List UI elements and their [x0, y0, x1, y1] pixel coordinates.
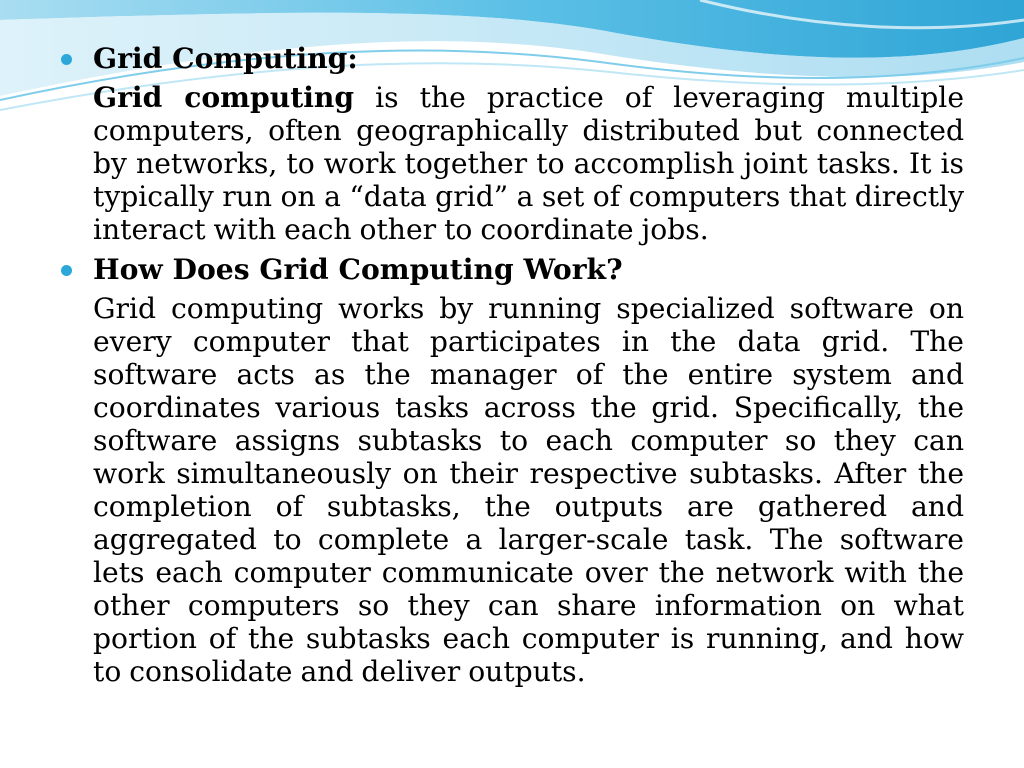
slide-content: [60, 42, 964, 688]
section-heading: [60, 253, 964, 286]
bullet-dot-icon: [61, 54, 72, 65]
heading-text: Grid Computing:: [93, 42, 358, 75]
explanation-paragraph: Grid computing works by running specialized software on every computer that participates in the data grid. The software acts as the manager of the entire system and coordinates various tasks across the grid. Specifically, the software assigns subtasks to each computer so they can work simultaneously on their respective subtasks. After the completion of subtasks, the outputs are gathered and aggregated to complete a larger-scale task. The software lets each computer communicate over the network with the other computers so they can share information on what portion of the subtasks each computer is running, and how to consolidate and deliver outputs.: [93, 292, 964, 688]
definition-paragraph: [60, 81, 964, 246]
definition-text: is the practice of leveraging multiple computers, often geographically distributed but connected by networks, to work together to accomplish joint tasks. It is typically run on a “data grid” a set of computers that directly interact with each other to coordinate jobs.: [93, 81, 965, 246]
section-heading: [60, 42, 964, 75]
heading-text: How Does Grid Computing Work?: [93, 253, 623, 286]
term-bold: Grid computing: [93, 81, 355, 114]
bullet-dot-icon: [61, 265, 72, 276]
